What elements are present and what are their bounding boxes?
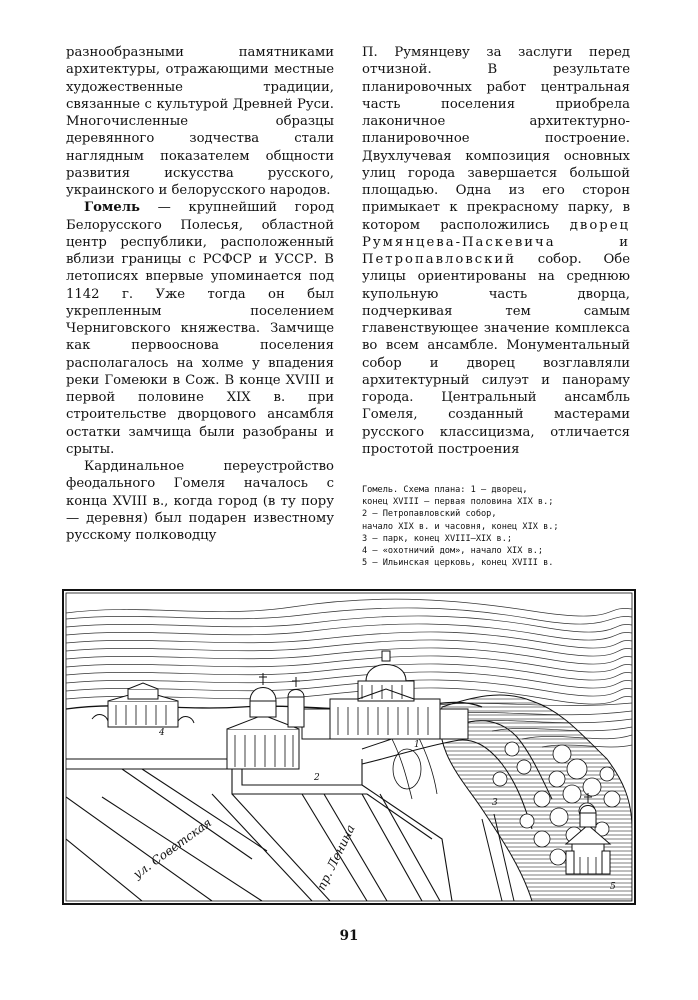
map-marker-2: 2 xyxy=(314,773,320,783)
cathedral-drawing xyxy=(227,673,304,769)
street-label-sovetskaya: ул. Советская xyxy=(130,815,215,882)
spaced-text: дворец Румянцева-Паскевича и Петропавловский xyxy=(362,217,630,267)
map-marker-1: 1 xyxy=(414,740,420,750)
caption-line: 3 — парк, конец XVIII—XIX в.; xyxy=(362,533,513,544)
paragraph: Кардинальное переустройство феодального Гомеля началось с конца XVIII в., когда город (в ту пору — деревня) был подарен известному русскому полководцу xyxy=(66,459,334,543)
caption-line: Гомель. Схема плана: 1 — дворец, xyxy=(362,485,528,495)
map-marker-4: 4 xyxy=(159,728,165,738)
figure-caption xyxy=(362,484,637,569)
paragraph: разнообразными памятниками архитектуры, отражающими местные художественные традиции, связанные с культурой Древней Руси. Многочисленные образцы деревянного зодчества стали наглядным показателем общности развития искусства русского, украинского и белорусского народов. xyxy=(66,45,334,198)
page-number: 91 xyxy=(339,928,359,944)
street-grid xyxy=(66,759,452,901)
paragraph-text: П. Румянцеву за заслуги перед отчизной. В результате планировочных работ центральная часть поселения приобрела лаконичное архитектурно-планировочное построение. Двухлучевая композиция основных улиц города завершается большой площадью. Одна из его сторон примыкает к прекрасному парку, в котором расположились xyxy=(362,45,630,233)
paragraph-text: — крупнейший город Белорусского Полесья, областной центр республики, расположенный вблизи границы с РСФСР и УССР. В летописях впервые упоминается под 1142 г. Уже тогда он был укрепленным поселением Черниговского княжества. Замчище как первооснова поселения располагалось на холме у впадения реки Гомеюки в Сож. В конце XVIII и первой половине XIX в. при строительстве дворцового ансамбля остатки замчища были разобраны и срыты. xyxy=(66,200,334,457)
map-marker-5: 5 xyxy=(610,882,616,892)
street-label-lenina: пр. Ленина xyxy=(314,822,358,893)
caption-line: 2 — Петропавловский собор, xyxy=(362,509,497,520)
paragraph-text: собор. Обе улицы ориентированы на среднюю купольную часть дворца, подчеркивая тем самым главенствующее значение комплекса во всем ансамбле. Монументальный собор и дворец возглавляли архитектурный силуэт и панораму города. Центральный ансамбль Гомеля, созданный мастерами русского классицизма, отличается простотой построения xyxy=(362,252,630,457)
text-column-left xyxy=(66,44,334,544)
caption-line: начало XIX в. и часовня, конец XIX в.; xyxy=(362,521,559,532)
text-column-right xyxy=(362,44,630,458)
caption-line: 4 — «охотничий дом», начало XIX в.; xyxy=(362,546,544,557)
term-bold: Гомель xyxy=(84,200,140,216)
city-plan-map xyxy=(62,589,636,905)
paragraph xyxy=(362,44,630,458)
paragraph xyxy=(66,199,334,458)
caption-line: конец XVIII — первая половина XIX в.; xyxy=(362,497,554,508)
map-marker-3: 3 xyxy=(492,798,498,808)
caption-line: 5 — Ильинская церковь, конец XVIII в. xyxy=(362,558,554,569)
